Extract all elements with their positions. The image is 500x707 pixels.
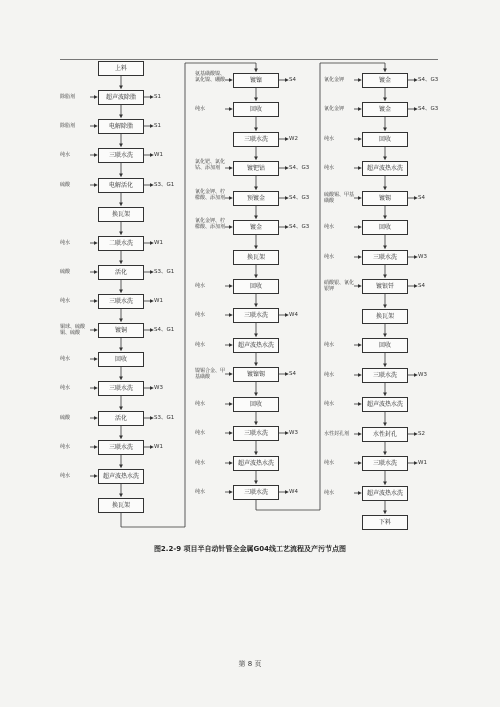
step-input: 纯水: [195, 401, 206, 407]
process-step: 回收: [362, 338, 408, 353]
process-step: 回收: [233, 102, 279, 117]
step-output: S4: [289, 77, 296, 83]
step-input: 水性封孔剂: [324, 431, 350, 437]
process-step: 三联水洗: [98, 440, 144, 455]
step-input: 纯水: [60, 240, 71, 246]
step-input: 纯水: [195, 106, 206, 112]
step-input: 纯水: [324, 254, 335, 260]
process-step: 三联水洗: [233, 132, 279, 147]
process-step: 三联水洗: [233, 308, 279, 323]
step-output: W1: [154, 152, 163, 158]
process-step: 超声波除脂: [98, 90, 144, 105]
step-input: 氰化金钾: [324, 77, 345, 83]
process-step: 换瓦架: [233, 250, 279, 265]
process-step: 预镀金: [233, 191, 279, 206]
process-step: 回收: [233, 279, 279, 294]
step-output: W4: [289, 312, 298, 318]
process-step: 超声波热水洗: [362, 397, 408, 412]
step-output: S4、G3: [418, 77, 439, 83]
step-output: S4、G3: [289, 224, 310, 230]
process-step: 电解除脂: [98, 119, 144, 134]
step-input: 纯水: [60, 356, 71, 362]
step-output: W3: [418, 254, 427, 260]
step-input: 氨基磺酸镍、氯化镍、硼酸: [195, 71, 226, 83]
step-output: S3、G1: [154, 415, 175, 421]
step-input: 纯水: [324, 342, 335, 348]
process-step: 上料: [98, 61, 144, 76]
step-output: S4、G1: [154, 327, 175, 333]
step-input: 纯水: [324, 224, 335, 230]
process-step: 换瓦架: [98, 207, 144, 222]
process-step: 镀金: [362, 102, 408, 117]
step-input: 氯化钯、氯化钴、添加剂: [195, 159, 226, 171]
process-step: 回收: [98, 352, 144, 367]
process-step: 水性封孔: [362, 427, 408, 442]
step-input: 纯水: [195, 342, 206, 348]
process-step: 三联水洗: [362, 456, 408, 471]
step-input: 硫酸: [60, 415, 71, 421]
process-step: 回收: [362, 132, 408, 147]
step-input: 纯水: [60, 444, 71, 450]
process-step: 超声波热水洗: [362, 161, 408, 176]
step-output: W3: [289, 430, 298, 436]
step-output: S4、G3: [418, 106, 439, 112]
step-output: S4、G3: [289, 195, 310, 201]
step-input: 硫酸: [60, 269, 71, 275]
process-step: 换瓦架: [98, 498, 144, 513]
step-input: 纯水: [324, 460, 335, 466]
process-step: 镀金: [362, 73, 408, 88]
step-output: S2: [418, 431, 425, 437]
step-input: 纯水: [195, 460, 206, 466]
step-input: 纯水: [60, 152, 71, 158]
process-step: 镀银钎: [362, 279, 408, 294]
step-output: W1: [154, 444, 163, 450]
process-step: 三联水洗: [362, 368, 408, 383]
step-input: 硝酸银、氰化银钾: [324, 280, 355, 292]
step-output: W1: [154, 298, 163, 304]
step-output: W4: [289, 489, 298, 495]
process-step: 超声波热水洗: [233, 456, 279, 471]
step-input: 纯水: [60, 385, 71, 391]
process-step: 三联水洗: [233, 485, 279, 500]
step-input: 纯水: [60, 473, 71, 479]
step-input: 铜球、硫酸铜、硫酸: [60, 324, 86, 336]
step-output: W1: [154, 240, 163, 246]
process-step: 下料: [362, 515, 408, 530]
step-output: S1: [154, 123, 161, 129]
process-step: 回收: [362, 220, 408, 235]
process-step: 换瓦架: [362, 309, 408, 324]
step-input: 镍锡合金、甲基磺酸: [195, 368, 226, 380]
process-step: 三联水洗: [98, 294, 144, 309]
process-step: 镀钯钴: [233, 161, 279, 176]
step-input: 纯水: [324, 401, 335, 407]
step-input: 纯水: [195, 312, 206, 318]
step-input: 纯水: [60, 298, 71, 304]
process-step: 电解活化: [98, 178, 144, 193]
page-number: 第 8 页: [238, 660, 262, 668]
step-output: W3: [418, 372, 427, 378]
process-step: 超声波热水洗: [362, 486, 408, 501]
step-input: 氰化金钾、柠檬酸、添加剂: [195, 218, 226, 230]
process-step: 超声波热水洗: [98, 469, 144, 484]
step-output: S4: [289, 371, 296, 377]
process-step: 活化: [98, 265, 144, 280]
step-output: S3、G1: [154, 269, 175, 275]
step-input: 纯水: [324, 490, 335, 496]
process-step: 活化: [98, 411, 144, 426]
process-step: 超声波热水洗: [233, 338, 279, 353]
process-step: 镀镍: [233, 73, 279, 88]
step-input: 硫酸锡、甲基磺酸: [324, 192, 355, 204]
process-step: 镀镍锡: [233, 367, 279, 382]
step-input: 纯水: [195, 430, 206, 436]
process-step: 二联水洗: [98, 236, 144, 251]
step-input: 除脂剂: [60, 94, 76, 100]
step-output: W1: [418, 460, 427, 466]
process-step: 三联水洗: [98, 148, 144, 163]
step-output: S1: [154, 94, 161, 100]
step-output: S4: [418, 283, 425, 289]
figure-caption: 图2.2-9 项目半自动针管全金属G04线工艺流程及产污节点图: [153, 545, 347, 553]
process-step: 三联水洗: [362, 250, 408, 265]
step-input: 硫酸: [60, 182, 71, 188]
step-input: 氰化金钾: [324, 106, 345, 112]
step-input: 纯水: [324, 136, 335, 142]
step-output: S4: [418, 195, 425, 201]
step-output: S3、G1: [154, 182, 175, 188]
step-input: 纯水: [324, 372, 335, 378]
process-step: 镀铜: [98, 323, 144, 338]
step-output: W2: [289, 136, 298, 142]
step-output: S4、G3: [289, 165, 310, 171]
process-step: 镀锡: [362, 191, 408, 206]
step-input: 纯水: [324, 165, 335, 171]
step-input: 氰化金钾、柠檬酸、添加剂: [195, 189, 226, 201]
step-output: W3: [154, 385, 163, 391]
process-step: 三联水洗: [233, 426, 279, 441]
step-input: 纯水: [195, 489, 206, 495]
process-step: 三联水洗: [98, 381, 144, 396]
step-input: 除脂剂: [60, 123, 76, 129]
process-step: 回收: [233, 397, 279, 412]
step-input: 纯水: [195, 283, 206, 289]
process-step: 镀金: [233, 220, 279, 235]
